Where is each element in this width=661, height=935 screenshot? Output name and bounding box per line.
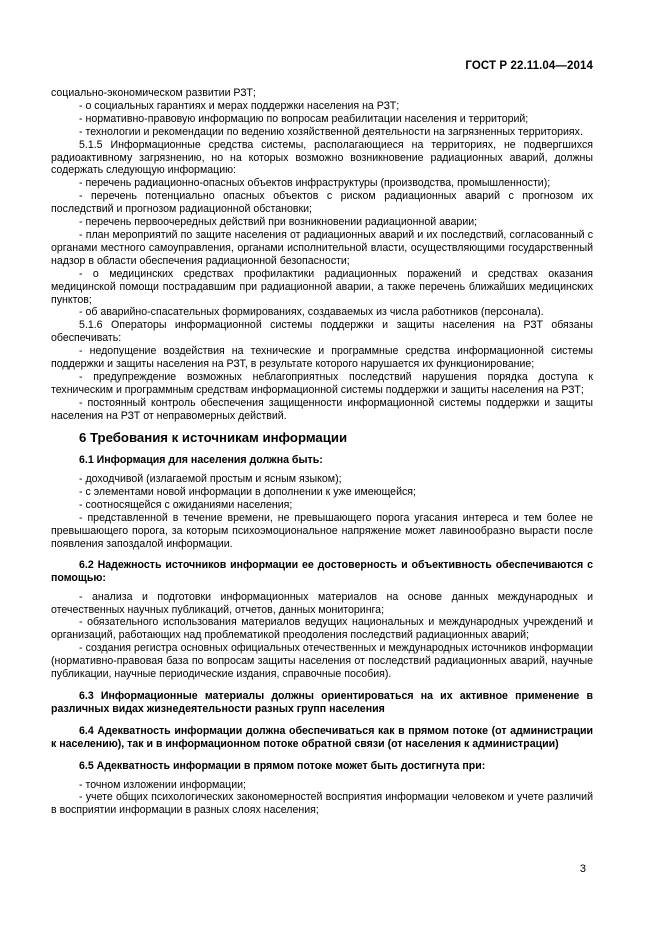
clause-6-1: 6.1 Информация для населения должна быть: [79,454,323,467]
list-item: - обязательного использования материалов ведущих национальных и международных учреждений и организаций, работающих над проблематикой преодоления последствий радиационных аварий; [51,616,593,642]
list-item: - учете общих психологических закономерностей восприятия информации человеком и учете различий в восприятии информации в разных слоях населения; [51,791,593,817]
list-item: - недопущение воздействия на технические и программные средства информационной системы поддержки и защиты населения на РЗТ, в результате которого нарушается их функционирование; [51,345,593,371]
paragraph: социально-экономическом развитии РЗТ; [51,87,256,99]
list-item: - создания регистра основных официальных отечественных и международных источников информации (нормативно-правовая база по вопросам защиты населения от последствий радиационных аварий, научные публикации, научные периодические издания, справочные пособия). [51,642,593,681]
list-item: - перечень потенциально опасных объектов с риском радиационных аварий с прогнозом их последствий и прогнозом радиационной обстановки; [51,190,593,216]
page-number: 3 [579,863,586,875]
list-item: - представленной в течение времени, не превышающего порога угасания интереса и тем более не превышающего порога, за которым психоэмоциональное напряжение может лавинообразно вырасти после появления запоздалой информации. [51,512,593,550]
list-item: - доходчивой (излагаемой простым и ясным языком); [79,473,342,486]
document-header: ГОСТ Р 22.11.04—2014 [465,60,593,72]
list-item: - точном изложении информации; [79,778,246,791]
list-item: - нормативно-правовую информацию по вопросам реабилитации населения и территорий; [79,112,529,125]
list-item: - постоянный контроль обеспечения защищенности информационной системы поддержки и защиты населения на РЗТ от неправомерных действий. [51,396,593,422]
clause-6-3: 6.3 Информационные материалы должны ориентироваться на их активное применение в различных видах жизнедеятельности разных групп населения [51,689,593,715]
clause-6-5: 6.5 Адекватность информации в прямом потоке может быть достигнута при: [79,759,486,772]
clause-6-4: 6.4 Адекватность информации должна обеспечиваться как в прямом потоке (от администрации к населению), так и в информационном потоке обратной связи (от населения к администрации) [51,724,593,750]
list-item: - план мероприятий по защите населения от радиационных аварий и их последствий, согласованный с органами местного самоуправления, органами исполнительной власти, осуществляющими государственный надзор в области обеспечения радиационной безопасности; [51,228,593,267]
section-6-heading: 6 Требования к источникам информации [79,429,348,445]
list-item: - перечень радиационно-опасных объектов инфраструктуры (производства, промышленности); [79,177,551,190]
clause-5-1-6: 5.1.6 Операторы информационной системы поддержки и защиты населения на РЗТ обязаны обеспечивать: [51,319,593,345]
list-item: - об аварийно-спасательных формированиях, создаваемых из числа работников (персонала). [79,306,544,319]
list-item: - технологии и рекомендации по ведению хозяйственной деятельности на загрязненных территориях. [79,125,583,138]
list-item: - соотносящейся с ожиданиями населения; [79,499,293,512]
list-item: - перечень первоочередных действий при возникновении радиационной аварии; [79,216,478,229]
clause-6-2: 6.2 Надежность источников информации ее достоверность и объективность обеспечиваются с помощью: [51,558,593,584]
list-item: - о медицинских средствах профилактики радиационных поражений и средствах оказания медицинской помощи пострадавшим при радиационной аварии, а также перечень ближайших медицинских пунктов; [51,267,593,306]
list-item: - с элементами новой информации в дополнении к уже имеющейся; [79,486,416,499]
document-body [51,87,593,817]
clause-5-1-5: 5.1.5 Информационные средства системы, располагающиеся на территориях, не подвергшихся радиоактивному загрязнению, но на которых возможно возникновение радиационных аварий, должны содержать следующую информацию: [51,138,593,177]
list-item: - анализа и подготовки информационных материалов на основе данных международных и отечественных научных публикаций, отчетов, данных мониторинга; [51,590,593,616]
list-item: - о социальных гарантиях и мерах поддержки населения на РЗТ; [79,99,400,112]
list-item: - предупреждение возможных неблагоприятных последствий нарушения порядка доступа к техническим и программным средствам информационной системы поддержки и защиты населения на РЗТ; [51,370,593,396]
